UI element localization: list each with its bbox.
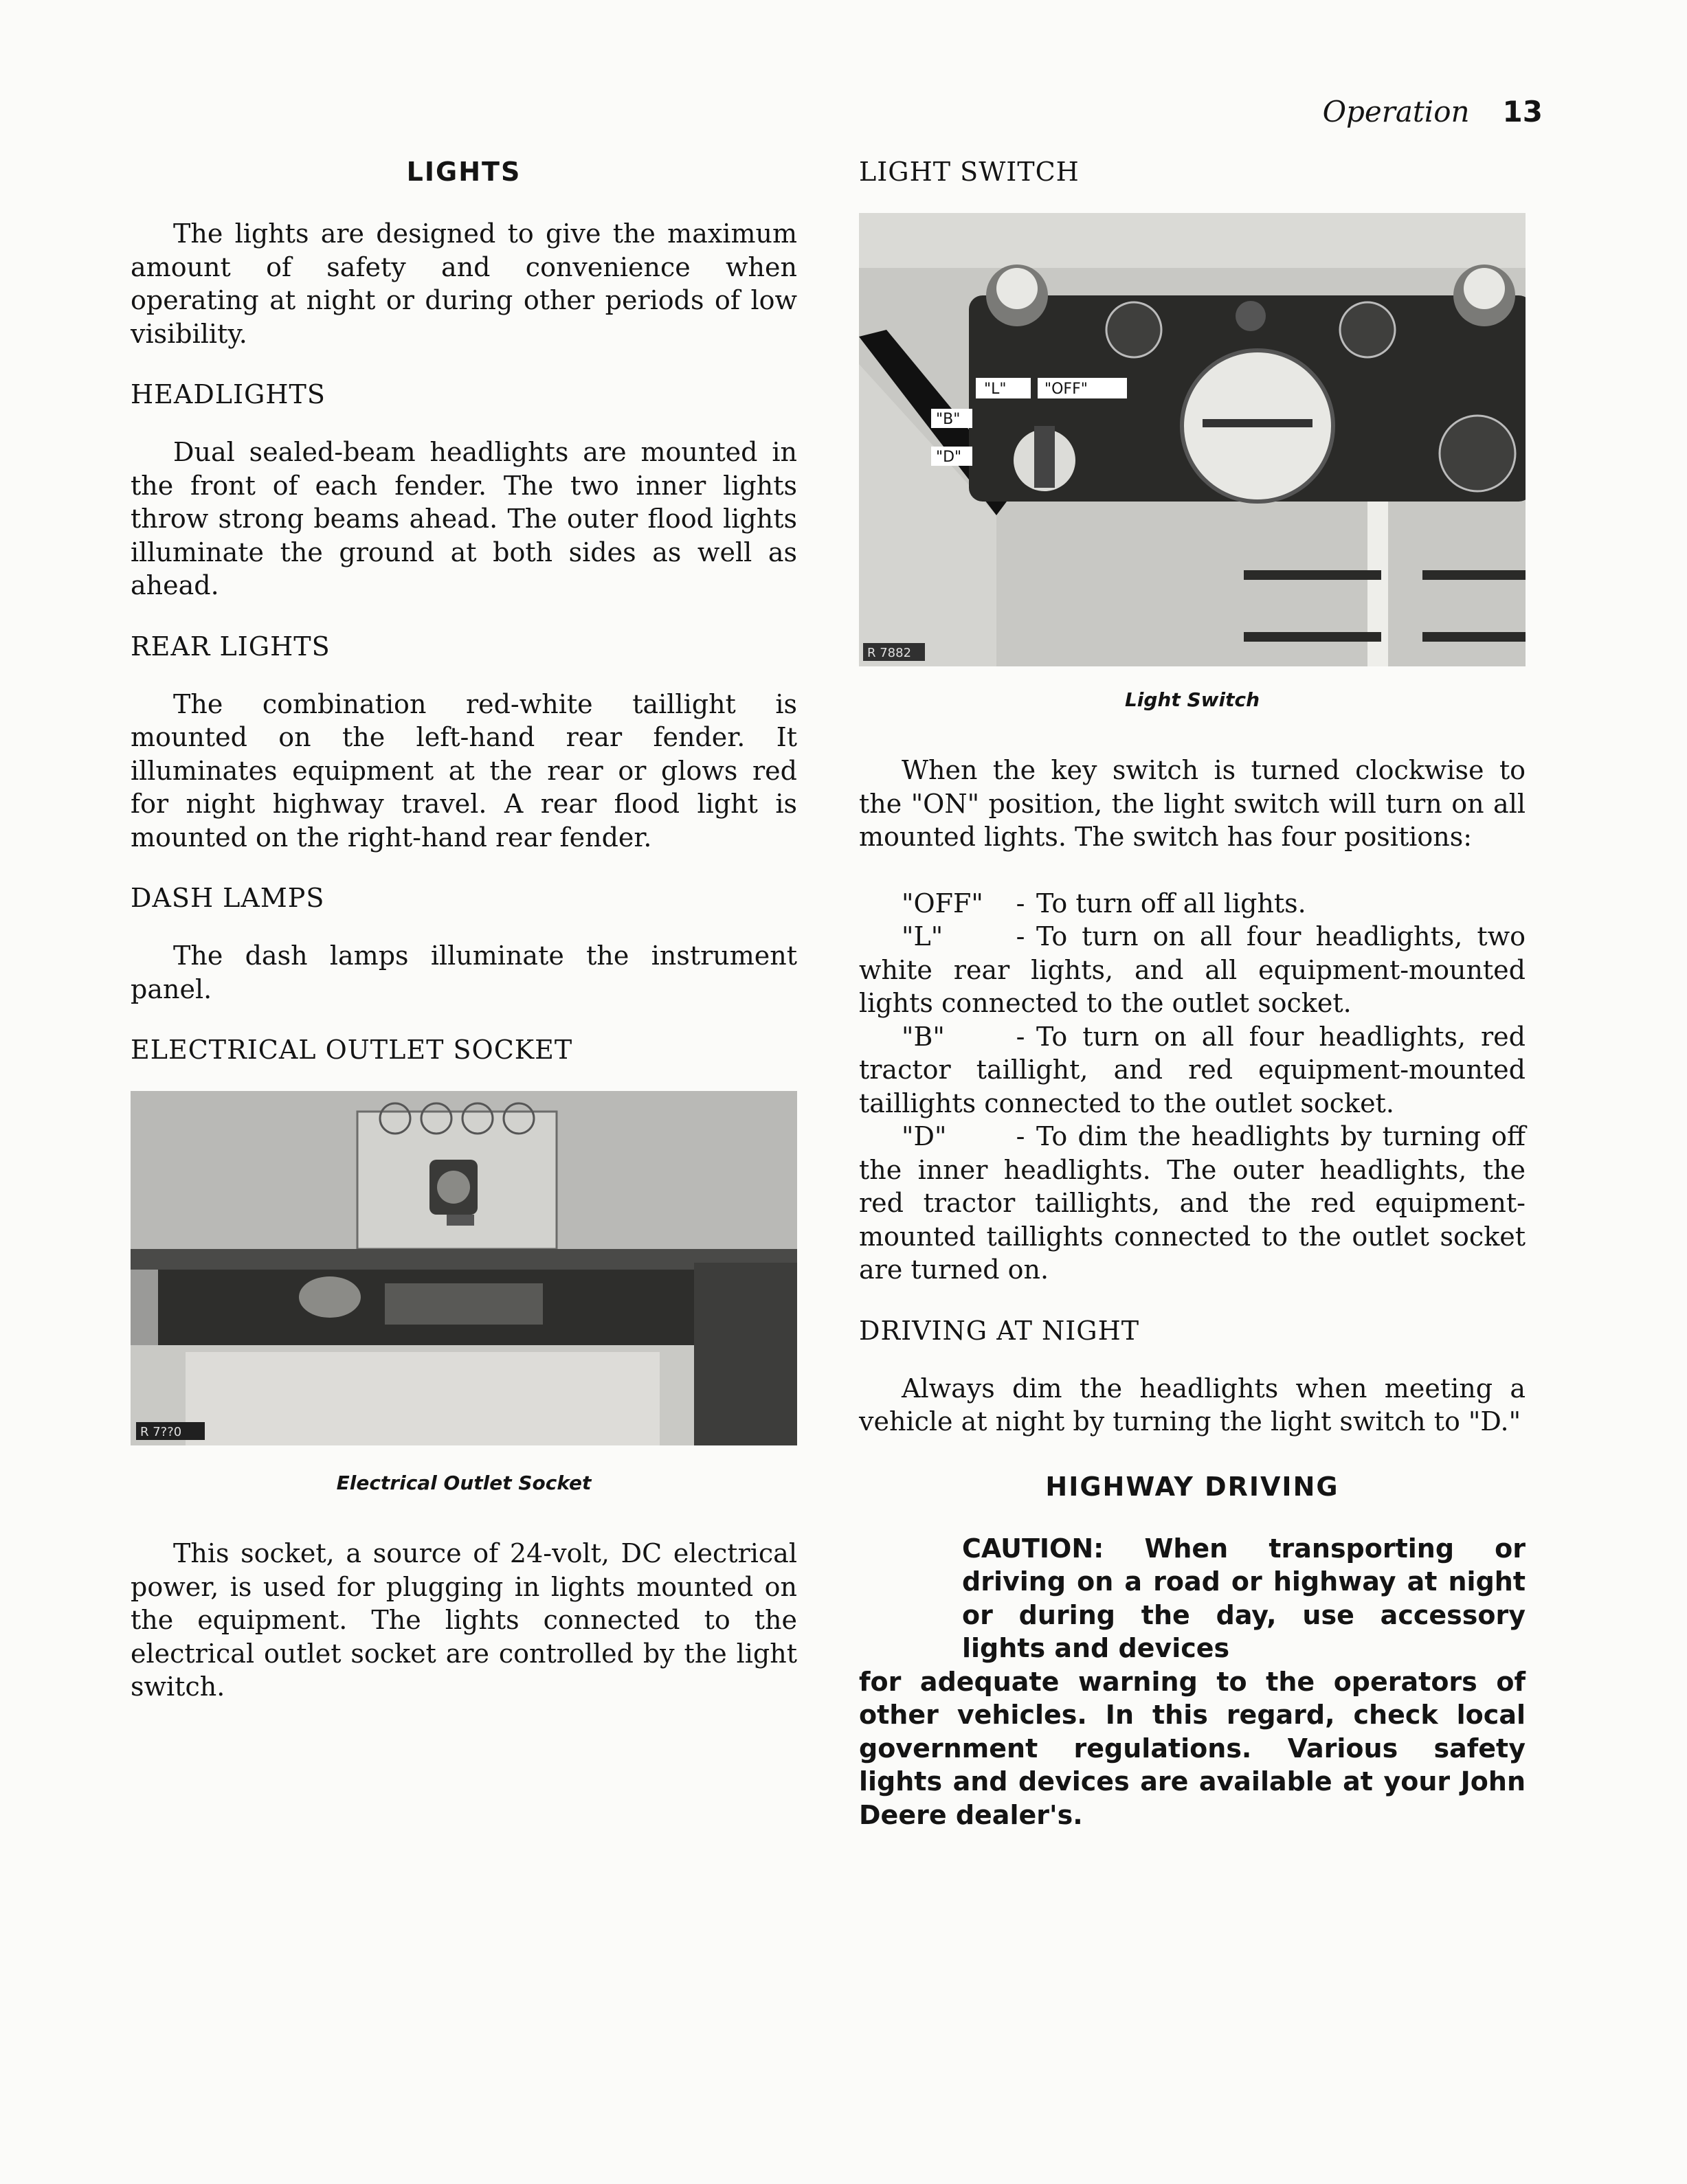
driving-at-night-heading: DRIVING AT NIGHT <box>859 1315 1140 1346</box>
right-column <box>859 157 1526 1832</box>
lights-heading: LIGHTS <box>406 157 522 187</box>
section-name: Operation <box>1322 95 1470 128</box>
headlights-text: Dual sealed-beam headlights are mounted in the front of each fender. The two inner lights throw strong beams ahead. The outer flood lights illuminate the ground at both sides as well as ahead. <box>131 437 797 600</box>
caution-rest: for adequate warning to the operators of other vehicles. In this regard, check local government regulations. Various safety lights and devices are available at your John Deere dealer's. <box>859 1666 1526 1830</box>
switch-position-b: "B" - To turn on all four headlights, red tractor taillight, and red equipment-mounted taillights connected to the outlet socket. <box>859 1021 1526 1118</box>
headlights-heading: HEADLIGHTS <box>131 379 326 409</box>
switch-label-b: "B" <box>936 411 961 428</box>
left-column <box>131 157 797 1704</box>
light-switch-photo <box>859 213 1526 666</box>
light-switch-heading: LIGHT SWITCH <box>859 157 1080 187</box>
dash-lamps-text: The dash lamps illuminate the instrument panel. <box>131 941 797 1004</box>
switch-position-off: "OFF" - To turn off all lights. <box>902 888 1306 919</box>
switch-label-d: "D" <box>936 449 962 466</box>
dash-lamps-heading: DASH LAMPS <box>131 883 325 913</box>
light-switch-caption: Light Switch <box>1124 688 1260 711</box>
outlet-socket-photo <box>131 1091 797 1445</box>
caution-notice <box>859 1532 1526 1832</box>
outlet-heading: ELECTRICAL OUTLET SOCKET <box>131 1035 573 1065</box>
light-switch-text: When the key switch is turned clockwise to the "ON" position, the light switch will turn on all mounted lights. The switch has four positions: <box>859 755 1526 852</box>
highway-driving-heading: HIGHWAY DRIVING <box>1045 1471 1339 1502</box>
dashboard-illustration <box>859 213 1526 666</box>
page-number: 13 <box>1502 95 1543 128</box>
rear-lights-text: The combination red-white taillight is mounted on the left-hand rear fender. It illuminates equipment at the rear or glows red for night highway travel. A rear flood light is mounted on the right-hand rear fender. <box>131 688 797 853</box>
rear-lights-heading: REAR LIGHTS <box>131 631 331 662</box>
caution-lead: CAUTION: When transporting or driving on a road or highway at night or during the day, use accessory lights and devices <box>962 1533 1526 1663</box>
switch-position-d: "D" - To dim the headlights by turning off the inner headlights. The outer headlights, the red tractor taillights, and the red equipment-mounted taillights connected to the outlet socket are turned on. <box>859 1121 1526 1285</box>
lights-intro: The lights are designed to give the maximum amount of safety and convenience when operating at night or during other periods of low visibility. <box>131 218 797 349</box>
outlet-socket-illustration <box>131 1091 797 1445</box>
page-header <box>1323 95 1543 128</box>
outlet-caption: Electrical Outlet Socket <box>336 1472 592 1494</box>
switch-positions-list <box>859 887 1526 1287</box>
driving-at-night-text: Always dim the headlights when meeting a vehicle at night by turning the light switch to "D." <box>859 1373 1526 1437</box>
switch-position-l: "L" - To turn on all four headlights, two white rear lights, and all equipment-mounted lights connected to the outlet socket. <box>859 921 1526 1018</box>
switch-label-off: "OFF" <box>1044 381 1088 398</box>
switch-label-l: "L" <box>984 381 1007 398</box>
switch-photo-tag: R 7882 <box>867 646 912 660</box>
outlet-text: This socket, a source of 24-volt, DC electrical power, is used for plugging in lights mounted on the equipment. The lights connected to the electrical outlet socket are controlled by the light switch. <box>131 1538 797 1702</box>
outlet-photo-tag: R 7??0 <box>140 1425 182 1439</box>
